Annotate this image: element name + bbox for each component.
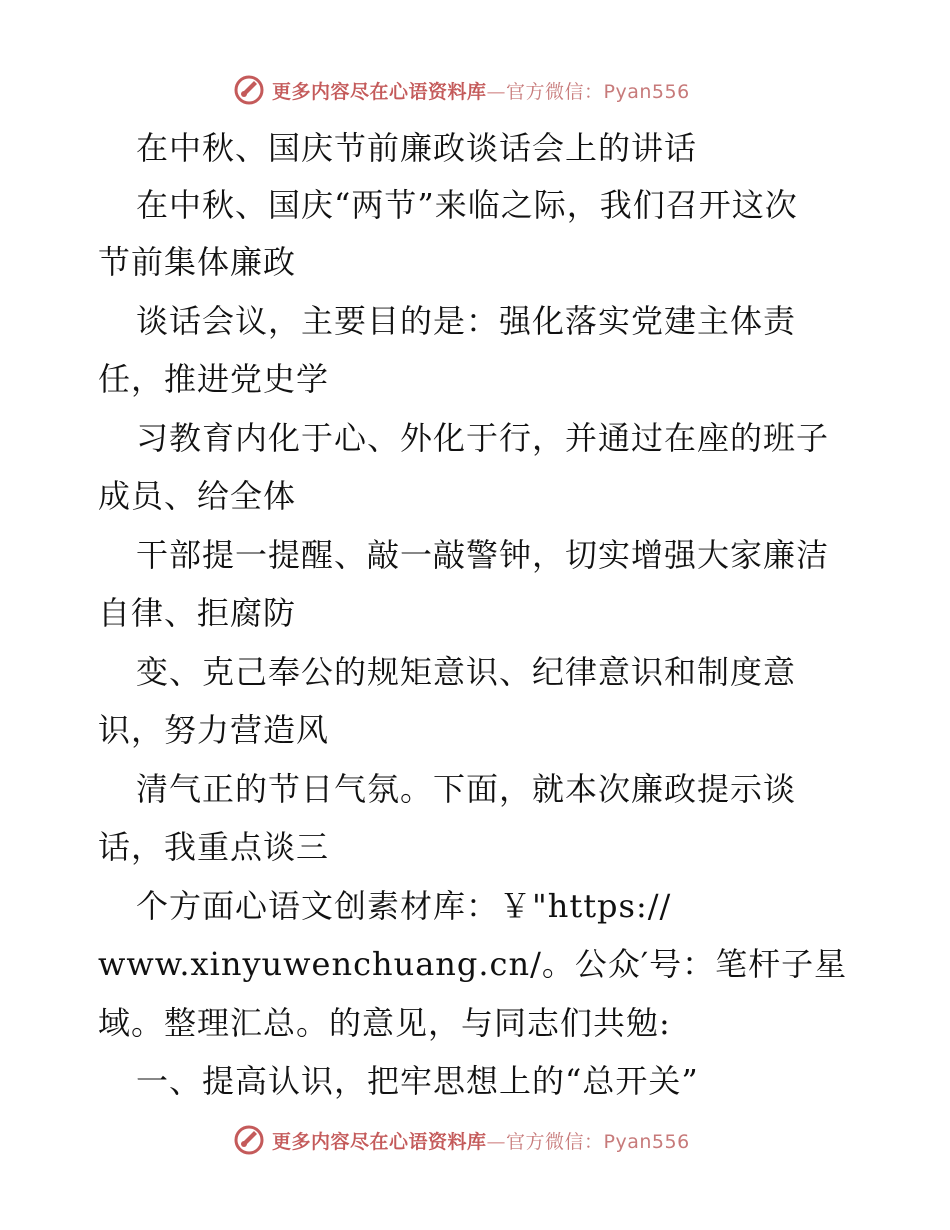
watermark-text	[272, 1127, 690, 1154]
section-heading: 一、提高认识，把牢思想上的“总开关”	[136, 1062, 699, 1100]
watermark-sub: 官方微信：Pyan556	[506, 1131, 690, 1153]
paragraph-line: 话，我重点谈三	[98, 828, 330, 866]
watermark-separator: —	[486, 81, 507, 103]
logo-icon	[232, 1122, 266, 1156]
paragraph-line: 域。整理汇总。的意见，与同志们共勉:	[98, 1004, 671, 1042]
paragraph-line: 谈话会议，主要目的是：强化落实党建主体责	[136, 302, 797, 340]
paragraph-line: 在中秋、国庆“两节”来临之际，我们召开这次	[136, 186, 798, 224]
watermark-main: 更多内容尽在心语资料库	[272, 81, 487, 103]
paragraph-line: 干部提一提醒、敲一敲警钟，切实增强大家廉洁	[136, 536, 830, 574]
paragraph-line: 成员、给全体	[98, 477, 297, 515]
paragraph-line: 个方面心语文创素材库：￥"https://	[136, 887, 672, 925]
watermark-sub: 官方微信：Pyan556	[506, 81, 690, 103]
watermark-text	[272, 77, 690, 104]
footer-watermark-banner	[0, 1120, 950, 1160]
paragraph-line: 自律、拒腐防	[98, 594, 297, 632]
paragraph-line: 习教育内化于心、外化于行，并通过在座的班子	[136, 419, 830, 457]
paragraph-line: www.xinyuwenchuang.cn/。公众′号：笔杆子星	[98, 945, 848, 983]
paragraph-line: 节前集体廉政	[98, 243, 297, 281]
paragraph-line: 识，努力营造风	[98, 711, 330, 749]
paragraph-line: 清气正的节日气氛。下面，就本次廉政提示谈	[136, 770, 797, 808]
paragraph-line: 任，推进党史学	[98, 360, 330, 398]
document-title: 在中秋、国庆节前廉政谈话会上的讲话	[136, 129, 698, 167]
watermark-main: 更多内容尽在心语资料库	[272, 1131, 487, 1153]
paragraph-line: 变、克己奉公的规矩意识、纪律意识和制度意	[136, 653, 797, 691]
header-watermark-banner	[0, 70, 950, 110]
watermark-separator: —	[486, 1131, 507, 1153]
logo-icon	[232, 72, 266, 106]
